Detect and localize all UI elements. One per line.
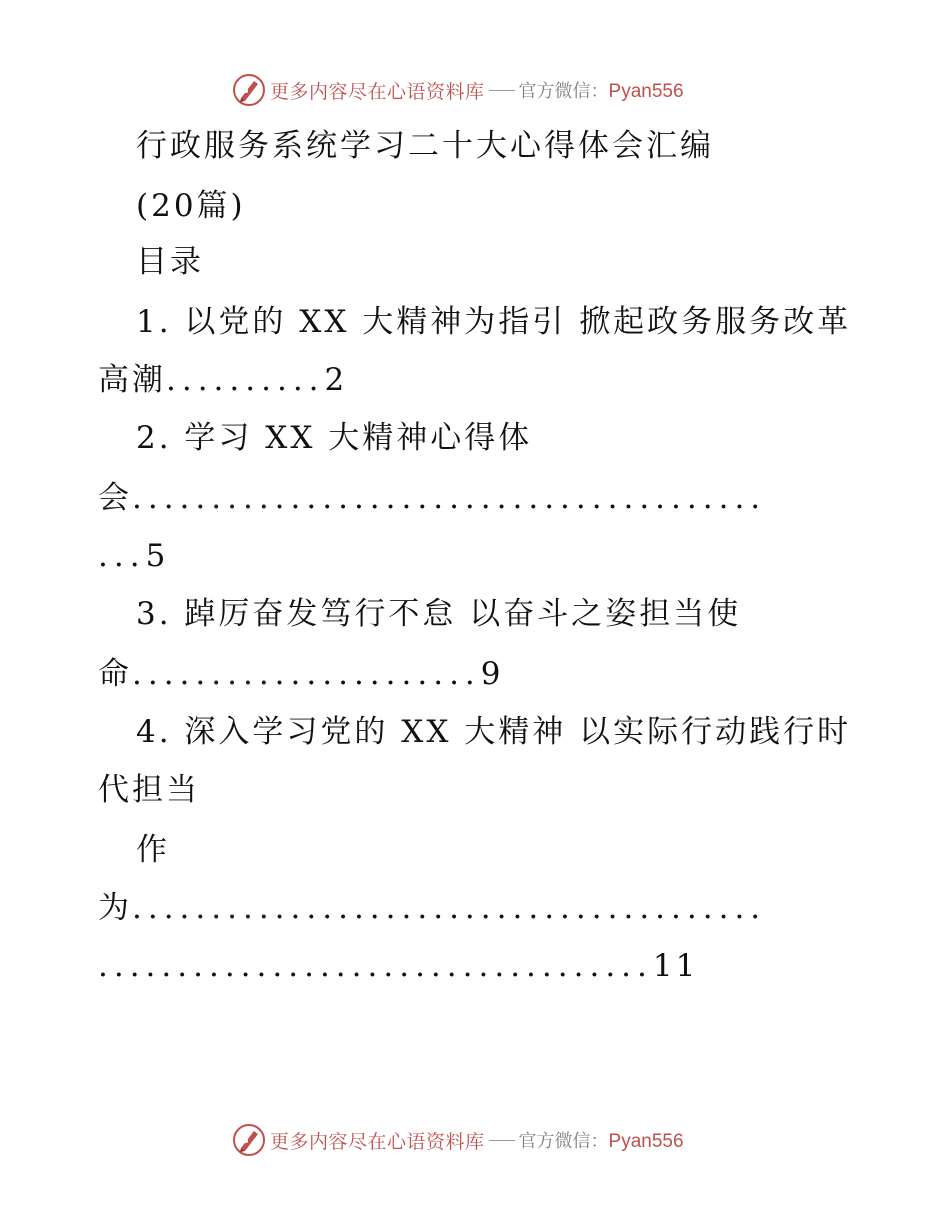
pen-logo-icon [232,1123,266,1157]
toc-entry-4-title-end: 为 [98,890,132,926]
watermark-text: 更多内容尽在心语资料库 [270,1130,485,1153]
watermark-header [232,70,684,110]
toc-entry-4-line4 [98,888,766,928]
toc-entry-4-leader-cont: ................................... [98,948,653,984]
toc-entry-2-title-end: 会 [98,480,132,516]
toc-entry-3-title-end: 命 [98,656,132,692]
toc-entry-1-title-end: 高潮 [98,362,166,398]
watermark-separator [489,90,515,91]
watermark-text: 更多内容尽在心语资料库 [270,80,485,103]
toc-entry-4-line5 [98,946,698,986]
watermark-wechat-id: Pyan556 [608,1131,684,1152]
toc-entry-4-leader: ........................................ [132,890,767,926]
toc-entry-1-page: 2 [324,362,348,398]
toc-entry-2-line1: 2. 学习 XX 大精神心得体 [136,420,533,456]
toc-entry-3-line1: 3. 踔厉奋发笃行不怠 以奋斗之姿担当使 [136,596,742,632]
toc-entry-3-leader: ...................... [132,656,481,692]
watermark-footer [232,1120,684,1160]
watermark-wechat-label: 官方微信： [518,1131,609,1152]
toc-entry-4-line1: 4. 深入学习党的 XX 大精神 以实际行动践行时 [136,714,852,750]
document-title: 行政服务系统学习二十大心得体会汇编 [136,128,714,164]
toc-heading: 目录 [136,244,204,280]
toc-entry-1-line2 [98,360,347,400]
watermark-wechat [519,1127,684,1153]
toc-entry-2-leader-cont: ... [98,538,146,574]
toc-entry-1-line1: 1. 以党的 XX 大精神为指引 掀起政务服务改革 [136,304,852,340]
toc-entry-3-line2 [98,654,504,694]
watermark-wechat-label: 官方微信： [518,81,609,102]
toc-entry-2-page: 5 [145,538,169,574]
watermark-wechat [519,77,684,103]
watermark-separator [489,1140,515,1141]
toc-entry-4-page: 11 [652,948,699,984]
watermark-wechat-id: Pyan556 [608,81,684,102]
document-subtitle: (20篇) [136,188,246,224]
toc-entry-1-leader: .......... [166,362,325,398]
toc-entry-4-line2: 代担当 [98,772,200,808]
toc-entry-2-leader: ........................................ [132,480,767,516]
toc-entry-4-line3: 作 [136,832,170,868]
toc-entry-2-line2 [98,478,766,518]
pen-logo-icon [232,73,266,107]
toc-entry-3-page: 9 [480,656,504,692]
toc-entry-2-line3 [98,536,168,576]
